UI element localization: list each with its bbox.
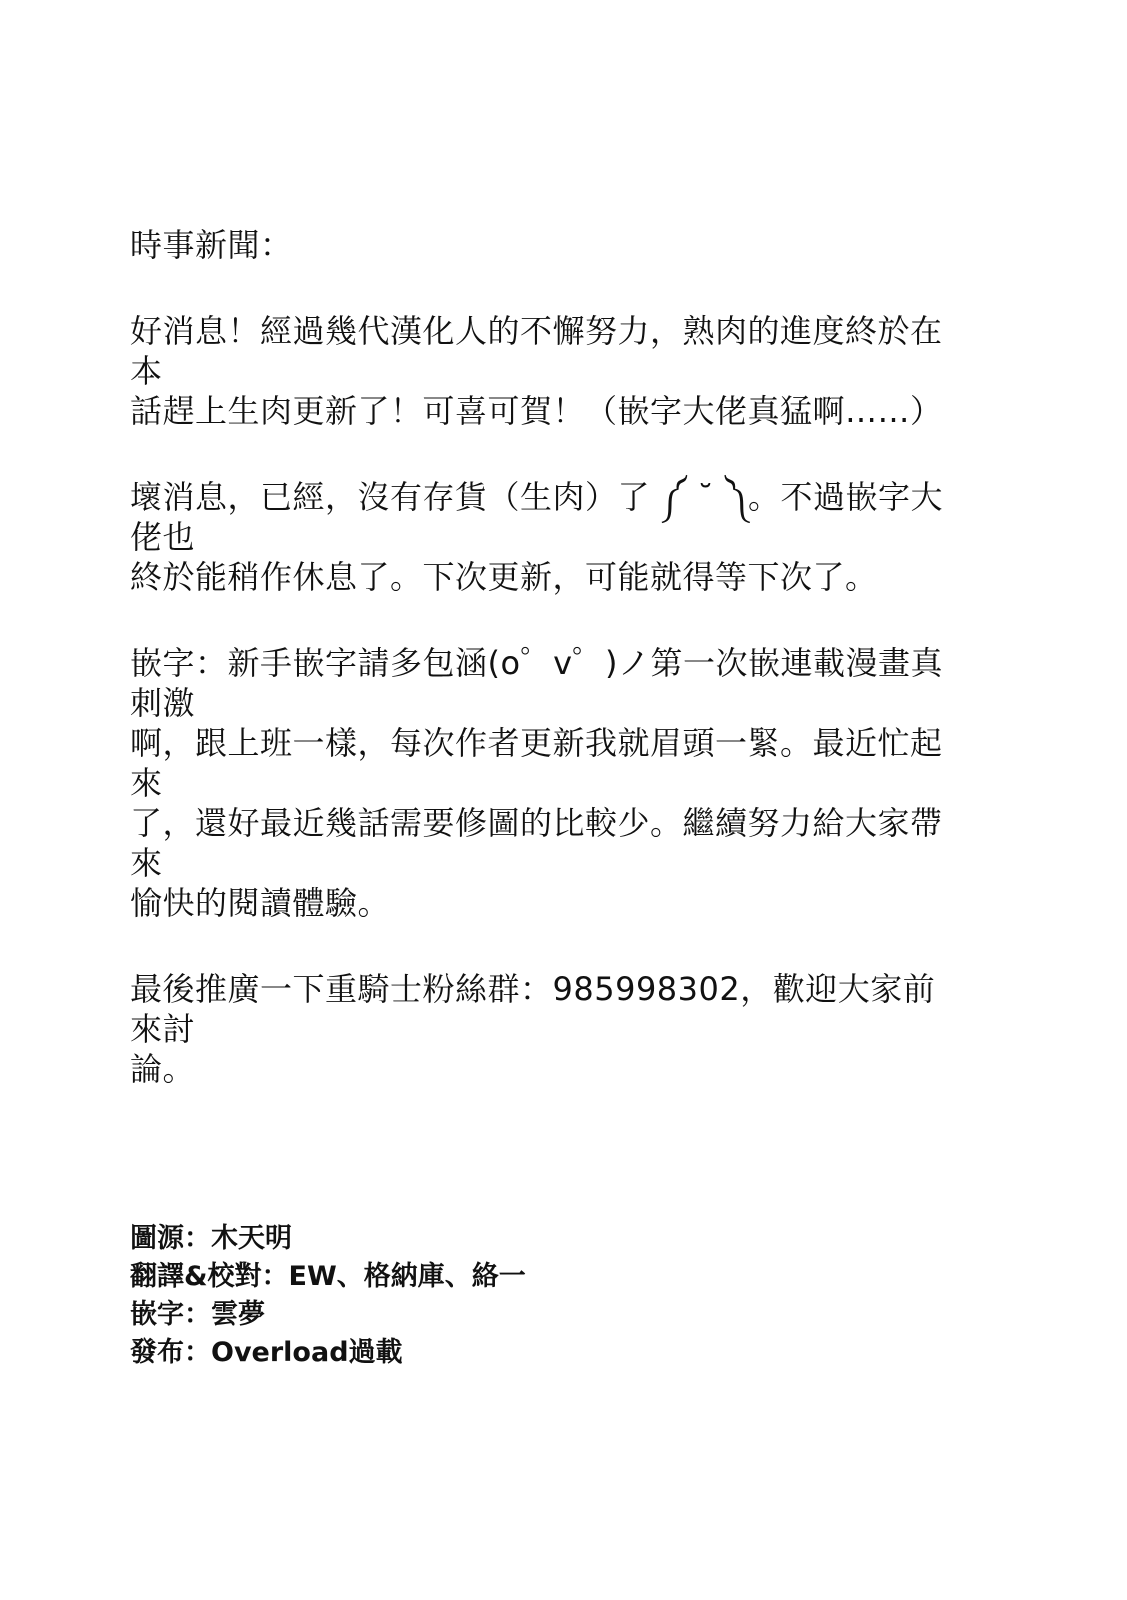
bad-news-paragraph: 壞消息，已經，沒有存貨（生肉）了 ༼ ˘ ༽。不過嵌字大佬也 終於能稍作休息了。下次更新，可能就得等下次了。 bbox=[130, 478, 944, 596]
credits-block bbox=[130, 1220, 830, 1372]
good-news-paragraph: 好消息！經過幾代漢化人的不懈努力，熟肉的進度終於在本 話趕上生肉更新了！可喜可賀！（嵌字大佬真猛啊……） bbox=[130, 312, 943, 430]
credit-typesetting: 嵌字：雲夢 bbox=[130, 1299, 265, 1330]
credit-source: 圖源：木天明 bbox=[130, 1223, 292, 1254]
announcement-body bbox=[130, 225, 960, 1135]
typesetter-note-paragraph: 嵌字：新手嵌字請多包涵(o゜v゜)ノ第一次嵌連載漫畫真刺激 啊，跟上班一樣，每次作者更新我就眉頭一緊。最近忙起來 了，還好最近幾話需要修圖的比較少。繼續努力給大家帶來 愉快的閱讀體驗。 bbox=[130, 644, 943, 922]
news-heading: 時事新聞： bbox=[130, 226, 293, 264]
promo-paragraph: 最後推廣一下重騎士粉絲群：985998302，歡迎大家前來討 論。 bbox=[130, 970, 936, 1088]
credit-publisher: 發布：Overload過載 bbox=[130, 1337, 403, 1368]
credit-translation: 翻譯&校對：EW、格納庫、絡一 bbox=[130, 1261, 526, 1292]
